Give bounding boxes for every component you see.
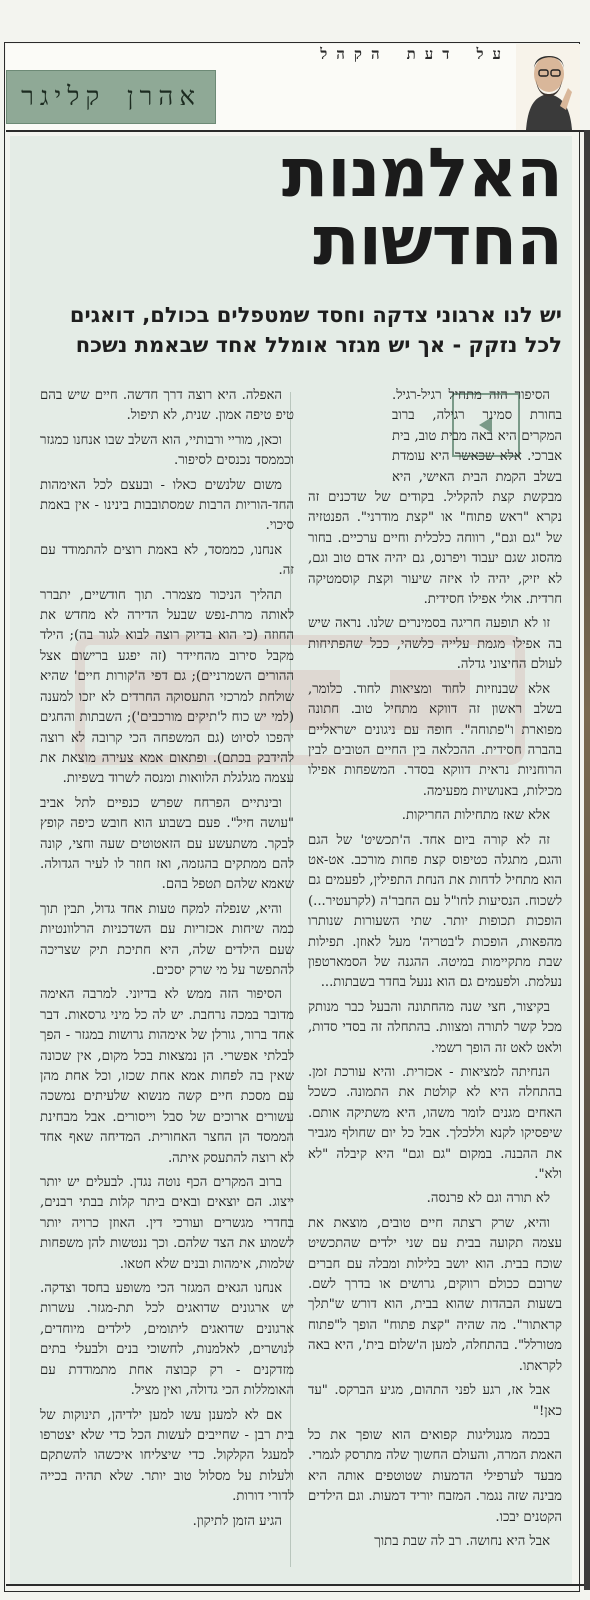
paragraph: אבל היא נחושה. רב לה שבת בתוך bbox=[374, 1533, 550, 1549]
section-label: על דעת הקהל bbox=[320, 45, 510, 63]
article-subtitle: יש לנו ארגוני צדקה וחסד שמטפלים בכולם, דואגים לכל נזקק - אך יש מגזר אומלל אחד שבאמת נשכח bbox=[69, 303, 562, 357]
paragraph: זה לא קורה ביום אחד. ה'תכשיט' של הגם והגם, מתגלה כטיפוס קצת פחות מורכב. אט-אט הוא מתחיל לדחות את הנחת התפילין, לפעמים גם לשכוח. הנסיעות לחו"ל עם החבר'ה (לקרעטיר...) הופכות תכופות יותר. שתי השעורות שנותרו מהפאות, הופכות ל'בטריה' מעל לאוזן. תפילות שבת מתקיימות במיטה. ההגנה של הסמארטפון נעלמת. ולפעמים גם הוא ננעל בחדר בשבתות... bbox=[308, 832, 562, 991]
paragraph: אנחנו, כממסד, לא באמת רוצים להתמודד עם זה. bbox=[40, 542, 294, 579]
header-rule bbox=[6, 130, 584, 132]
paragraph: והיא, שנפלה למקח טעות אחד גדול, תבין תוך כמה שיחות אכזריות עם השדכניות הרלוונטיות שעם הילדים שלה, היא חתיכת תיק שצריכה להתפשר על מי שרק יסכים. bbox=[40, 901, 294, 978]
title-line-2: החדשות bbox=[313, 202, 562, 281]
paragraph: הנחיתה למציאות - אכזרית. והיא עורכת זמן. בהתחלה היא לא קולטת את התמונה. כשכל האחים מגנים לומר משהו, היא משתיקה אותם. שיפסיקו לקנא וללכלך. אבל כל יום שחולף מגביר את ההבנה. במקום "גם וגם" היא קיבלה "לא ולא". bbox=[308, 1065, 562, 1183]
paragraph: אבל אז, רגע לפני התהום, מגיע הברקס. "עד כאן!" bbox=[308, 1383, 562, 1419]
paragraph: אם לא למענן עשו למען ילדיהן, תינוקות של בית רבן - שחייבים לעשות הכל כדי שלא יצטרפו למעגל הקלקול. כדי שיצליחו איכשהו להשתקם ולעלות על מסלול טוב יותר. שלא תהיה בכייה לדורי דורות. bbox=[40, 1407, 294, 1505]
paragraph: הסיפור הזה ממש לא בדיוני. למרבה האימה מדובר במכה נרחבת. יש לה כל מיני גרסאות. דבר אחד ברור, גורלן של אימהות גרושות במגזר - הפך לבלתי אפשרי. הן נמצאות בכל מקום, אין שכונה שאין בה לפחות אמא אחת שכזו, וכל אחת מהן עם מסכת חיים קשה מנשוא שלעיתים נמשכה עשורים ארוכים של סבל וייסורים. אבל מבחינת הממסד הן החצר האחורית. המדיחה שאף אחד לא רוצה להתעסק איתה. bbox=[40, 987, 294, 1166]
article-column-left bbox=[40, 386, 294, 1566]
footer-rule bbox=[6, 1584, 584, 1586]
paragraph: האפלה. היא רוצה דרך חדשה. חיים שיש בהם טיפ טיפה אמון. שנית, לא תיפול. bbox=[40, 388, 294, 424]
paragraph: אלא שבנוזיות לחוד ומציאות לחוד. כלומר, בשלב ראשון זה דווקא מתחיל טוב. חתונה מפוארת ו"פתוחה". חופה עם ניגונים ישראליים בהברה חסידית. ההכלאה בין החיים הטובים לבין הרוחניות נראית דווקא בסדר. המשפחות אפילו מכילות, באנושיות מפעימה. bbox=[308, 681, 562, 799]
page-edge bbox=[584, 130, 590, 1590]
author-portrait-icon bbox=[516, 44, 580, 130]
paragraph: אלא שאז מתחילות החריקות. bbox=[401, 808, 550, 824]
paragraph: הגיע הזמן לתיקון. bbox=[192, 1513, 282, 1529]
paragraph: אנחנו הגאים המגזר הכי משופע בחסד וצדקה. יש ארגונים שדואגים לכל תת-מגזר. עשרות ארגונים שדואגים ליתומים, לילדים מיוחדים, לנושרים, לאלמנות, לחשוכי בנים ולבעלי בתים מזדקנים - רק קבוצה אחת מתמודדת עם האומללות הכי גדולה, ואין מציל. bbox=[40, 1281, 294, 1399]
paragraph: לא תורה וגם לא פרנסה. bbox=[426, 1191, 550, 1207]
author-avatar bbox=[516, 44, 580, 130]
paragraph: הסיפור הזה מתחיל רגיל-רגיל. בחורת סמינר רגילה, ברוב המקרים היא באה מבית טוב, בית אברכי. אלא שכאשר היא עומדת בשלב הקמת הבית האישי, היא מבקשת קצת להקליל. בקודים של שדכנים זה נקרא "ראש פתוח" או "קצת מודרני". הפנטזיה של "גם וגם", רווחה כלכלית וחיים ערכיים. בחור מהסוג שגם יעבוד ויפרנס, גם יהיה אדם טוב וגם, לא יזיק, יהיה לו איזה שיעור וקצת קוסמטיקה חרדית. אולי אפילו חסידית. bbox=[308, 388, 562, 608]
author-name: אהרן קליגר bbox=[21, 82, 201, 112]
paragraph: ברוב המקרים הכף נוטה נגדן. לבעלים יש יותר ייצוג. הם יוצאים ובאים ביתר קלות בבתי רבנים, בחדרי מגשרים ועורכי דין. האוזן כרויה יותר לשמוע את הצד שלהם. וכך ננטשות להן משפחות שלמות, אימהות ובנים שלא חטאו. bbox=[40, 1175, 294, 1272]
author-box bbox=[6, 70, 216, 124]
article-title bbox=[62, 134, 562, 281]
play-box-spacer bbox=[308, 386, 392, 476]
paragraph: תהליך הניכור מצמרר. תוך חודשיים, יתברר לאותה מרת-נפש שבעל הדירה לא מחדש את החוזה (כי הוא בדיוק רוצה לבוא לגור בה); הילד מקבל סירוב מהחיידר (זה יפגע ברישום אצל ההורים השמרניים); גם דפי ה'קורות חיים' שהיא שולחת למרכזי התעסוקה החרדים לא יזכו למענה (למי יש כוח ל'תיקים מורכבים'); השבתות והחגים יהפכו לסיוט (גם המשפחה הכי קרובה לא רוצה להידבק בכתם). ופתאום אמא צעירה מוצאת את עצמה מגלגלת הלוואות ומנסה לשרוד בשפיות. bbox=[40, 587, 294, 787]
paragraph: בכמה מגנוליגות קפואים הוא שופך את כל האמת המרה, והעולם החשוך שלה מתרסק לגמרי. מבעד לערפילי הדמעות שטוטפים אותה היא מבינה שזה נגמר. המזבח יוריד דמעות. וגם הילדים הקטנים יבכו. bbox=[308, 1427, 562, 1525]
paragraph: ובינתיים הפרחח שפרש כנפיים לתל אביב "עושה חיל". פעם בשבוע הוא חובש כיפה קופץ לבקר. משתעשע עם הזאטוטים שעה וחצי, קונה להם ממתקים בהגזמה, ואז חוזר לו לעיר הגדולה. שאמא שלהם תטפל בהם. bbox=[40, 795, 294, 893]
article-column-right bbox=[308, 386, 562, 1566]
paragraph: זו לא תופעה חריגה בסמינרים שלנו. נראה שיש בה אפילו מגמת עלייה כלשהי, ככל שהפתיחות לעולם החיצוני גדלה. bbox=[308, 616, 562, 673]
paragraph: בקיצור, חצי שנה מהחתונה והבעל כבר מנותק מכל קשר לתורה ומצוות. בהתחלה זה בסדי סדות, ולאט לאט זה הופך רשמי. bbox=[308, 999, 562, 1056]
paragraph: והיא, שרק רצתה חיים טובים, מוצאת את עצמה תקועה בבית עם שני ילדים שהתכשיט שוכח בבית. הוא יושב בלילות ומבלה עם חברים שרובם ככולם רווקים, גרושים או בדרך לשם. בשעות הבהדות שהוא בבית, הוא דורש ש"תלך קראתור". מה שהיה "קצת פתוח" הופך ל"פתוח מטורלל". בהתחלה, למען ה'שלום בית', היא באה לקראתו. bbox=[308, 1215, 562, 1374]
paragraph: משום שלנשים כאלו - ובעצם לכל האימהות החד-הוריות הרבות שמסתובבות בינינו - אין באמת סיכוי. bbox=[40, 477, 294, 534]
title-line-1: האלמנות bbox=[281, 134, 562, 213]
paragraph: וכאן, מוריי ורבותיי, הוא השלב שבו אנחנו כמגזר וכממסד נכנסים לסיפור. bbox=[40, 432, 294, 469]
